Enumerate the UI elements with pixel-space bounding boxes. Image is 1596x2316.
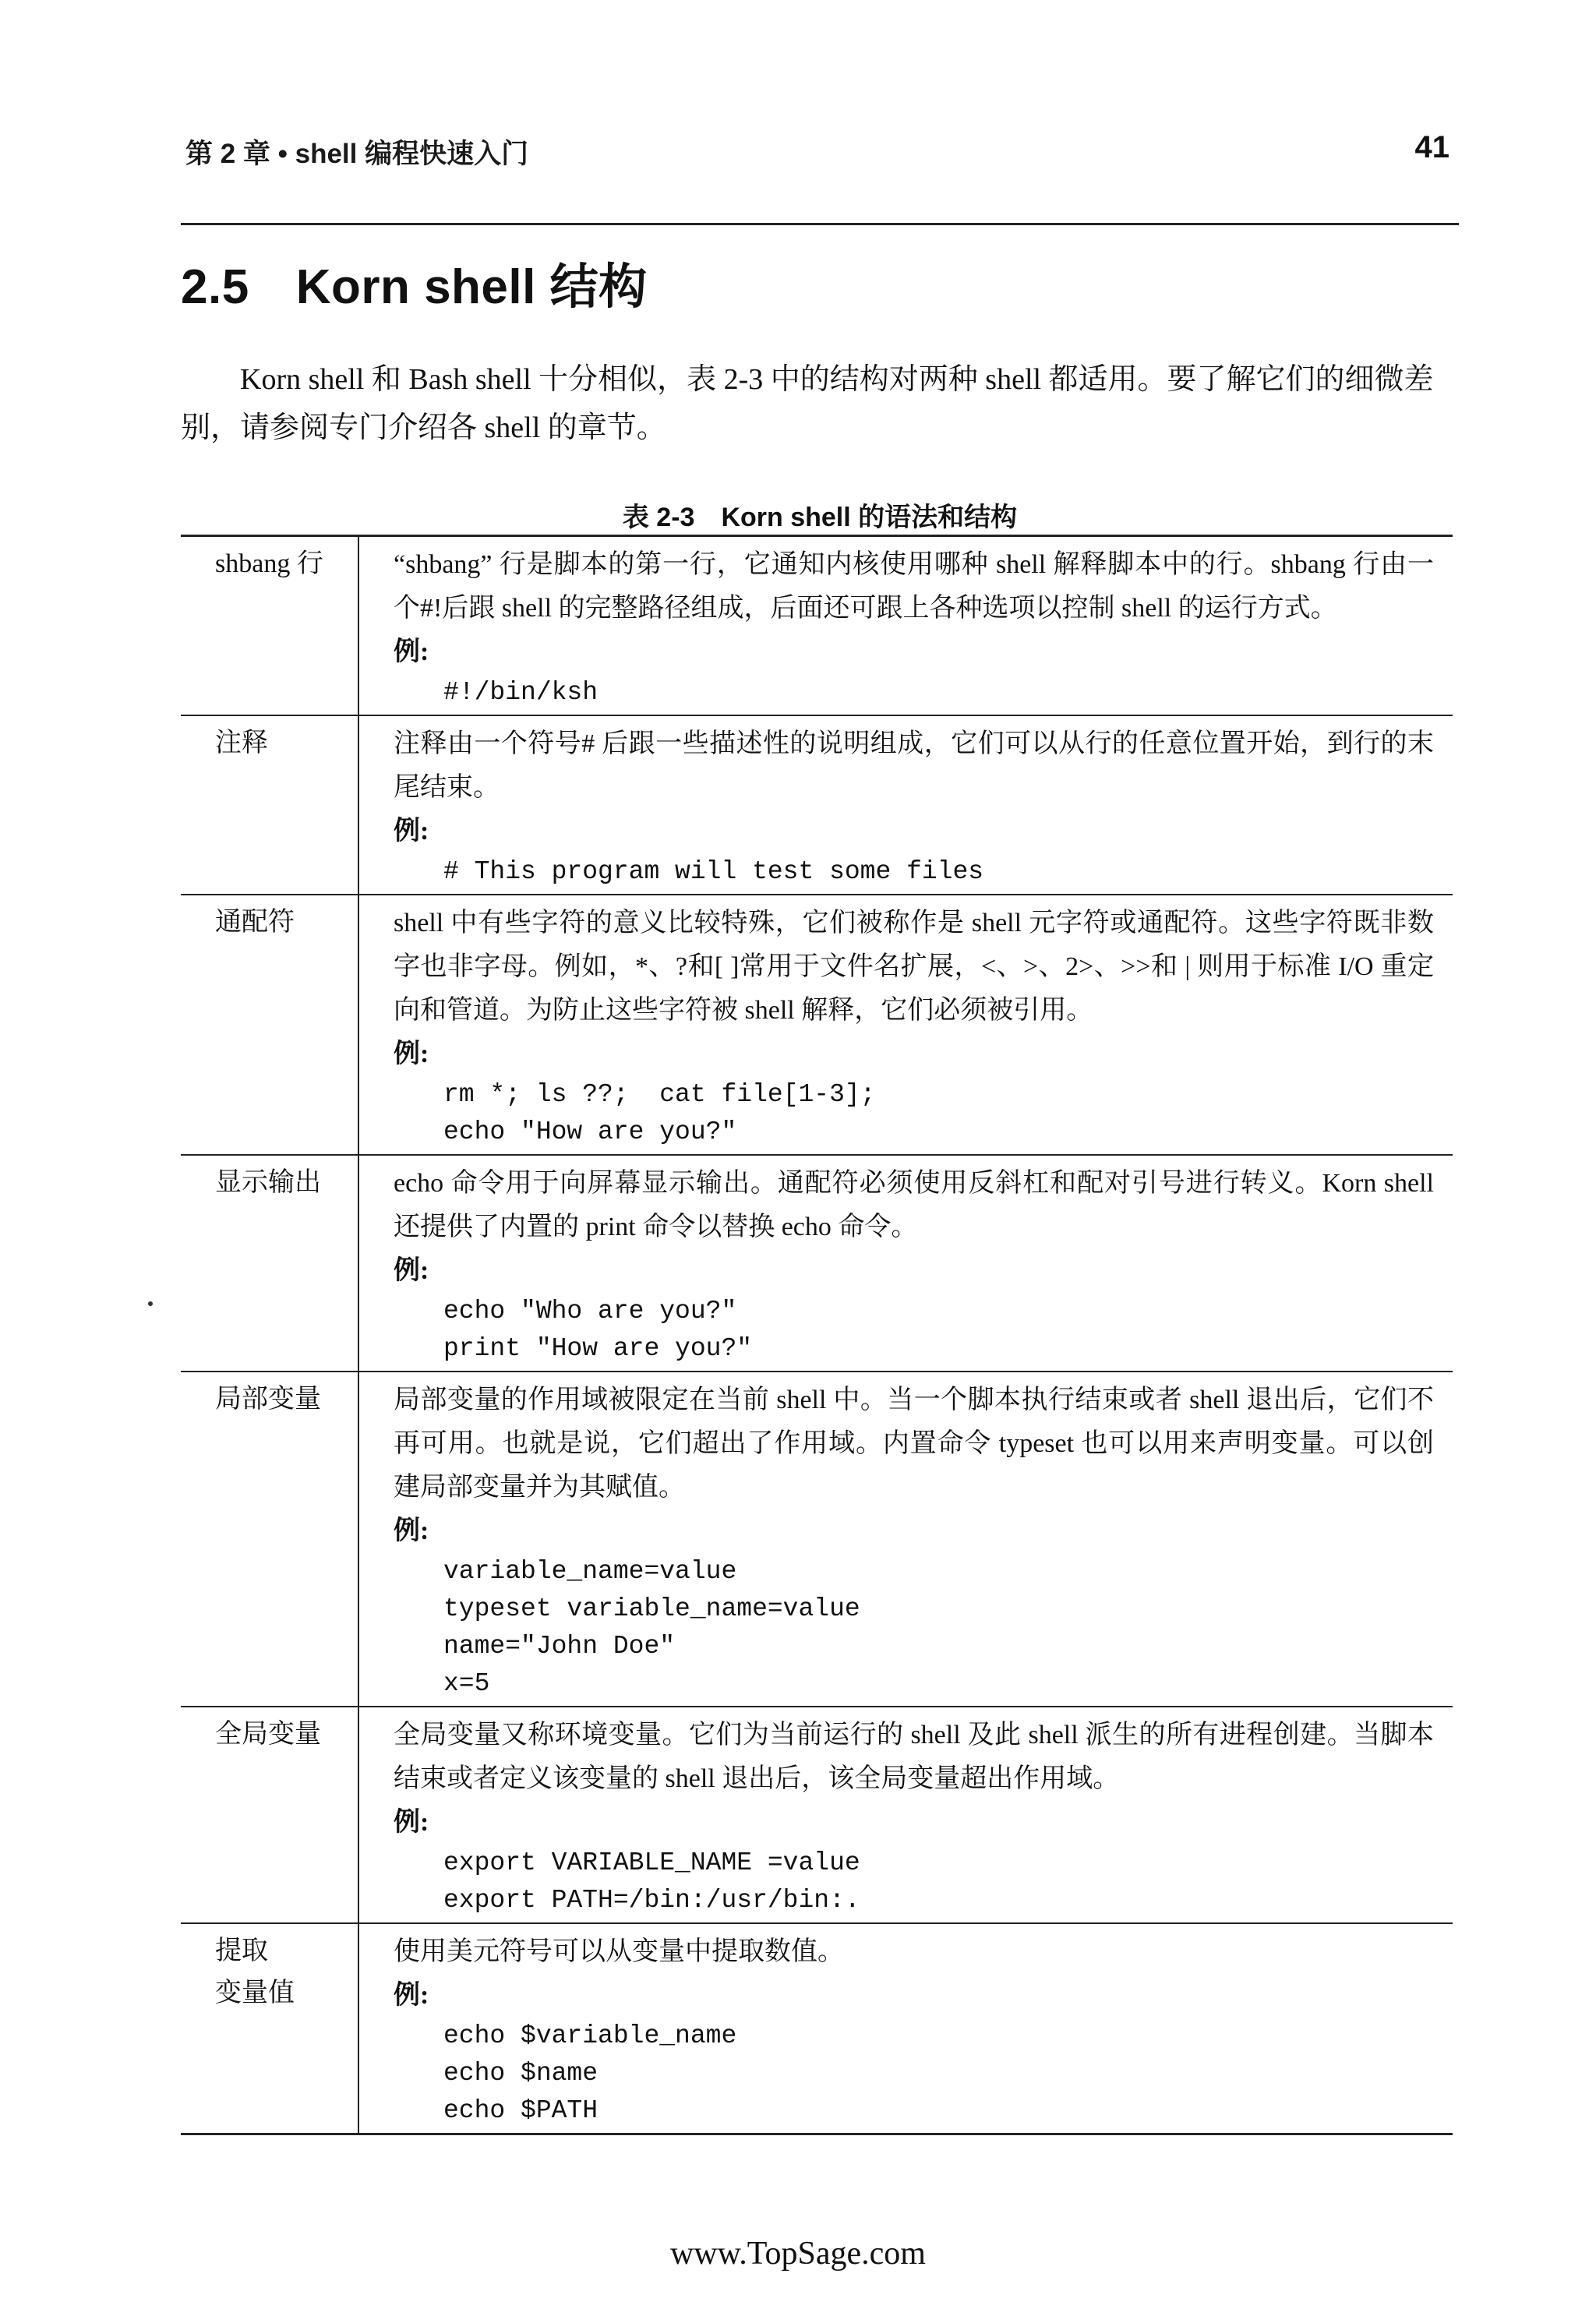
table-row — [181, 1707, 1453, 1923]
row-description-cell — [358, 895, 1453, 1155]
row-term — [181, 1923, 358, 2134]
row-description-cell — [358, 1155, 1453, 1372]
code-line: echo $PATH — [443, 2096, 598, 2125]
footer-url: www.TopSage.com — [670, 2236, 926, 2272]
row-description: 使用美元符号可以从变量中提取数值。 — [394, 1937, 844, 1966]
code-line: echo $name — [443, 2059, 598, 2088]
code-line: variable_name=value — [443, 1557, 737, 1586]
row-description: 注释由一个符号# 后跟一些描述性的说明组成，它们可以从行的任意位置开始，到行的末尾结束。 — [394, 729, 1434, 802]
code-example — [394, 1076, 1434, 1151]
row-description-cell — [358, 715, 1453, 895]
row-term-line: shbang 行 — [215, 549, 323, 578]
code-example — [394, 1293, 1434, 1368]
code-line: #!/bin/ksh — [443, 678, 598, 707]
row-description: “shbang” 行是脚本的第一行，它通知内核使用哪种 shell 解释脚本中的行。shbang 行由一个#!后跟 shell 的完整路径组成，后面还可跟上各种选项以控制 shell 的运行方式。 — [394, 550, 1434, 623]
row-term-line: 局部变量 — [215, 1385, 321, 1414]
code-line: print "How are you?" — [443, 1334, 753, 1363]
example-label: 例: — [394, 817, 429, 846]
code-line: name="John Doe" — [443, 1632, 676, 1661]
code-line: x=5 — [443, 1669, 490, 1698]
example-label: 例: — [394, 1808, 429, 1837]
code-example — [394, 1553, 1434, 1703]
intro-paragraph: Korn shell 和 Bash shell 十分相似，表 2-3 中的结构对两种 shell 都适用。要了解它们的细微差别，请参阅专门介绍各 shell 的章节。 — [181, 363, 1434, 444]
table-row — [181, 895, 1453, 1155]
row-term — [181, 1155, 358, 1372]
code-line: echo "How are you?" — [443, 1117, 737, 1146]
section-title-text: Korn shell 结构 — [295, 260, 648, 314]
row-description: shell 中有些字符的意义比较特殊，它们被称作是 shell 元字符或通配符。这些字符既非数字也非字母。例如，*、?和[ ]常用于文件名扩展，<、>、2>、>>和 | 则用于标准 I/O 重定向和管道。为防止这些字符被 shell 解释，它们必须被引用。 — [394, 909, 1434, 1025]
table-row — [181, 1372, 1453, 1707]
code-example — [394, 674, 1434, 711]
example-label: 例: — [394, 1516, 429, 1545]
section-number: 2.5 — [181, 260, 249, 314]
syntax-table — [181, 535, 1453, 2135]
row-term — [181, 715, 358, 895]
code-line: export VARIABLE_NAME =value — [443, 1848, 860, 1877]
stray-dot — [148, 1301, 153, 1306]
row-term-line: 通配符 — [215, 908, 295, 937]
running-head: 第 2 章 • shell 编程快速入门 — [185, 139, 529, 169]
row-description-cell — [358, 536, 1453, 716]
code-example — [394, 1845, 1434, 1919]
code-example — [394, 2018, 1434, 2130]
table-row — [181, 1923, 1453, 2134]
row-term — [181, 1707, 358, 1923]
example-label: 例: — [394, 1040, 429, 1068]
row-term-line: 全局变量 — [215, 1720, 321, 1749]
code-example — [394, 853, 1434, 891]
code-line: # This program will test some files — [443, 857, 984, 886]
table-caption: 表 2-3 Korn shell 的语法和结构 — [622, 503, 1018, 532]
row-term-line: 注释 — [215, 729, 268, 757]
row-term-line: 变量值 — [215, 1979, 295, 2007]
row-term — [181, 895, 358, 1155]
page-number: 41 — [1414, 130, 1449, 164]
code-line: rm *; ls ??; cat file[1-3]; — [443, 1080, 876, 1109]
syntax-table-body — [181, 536, 1453, 2134]
header-rule — [181, 223, 1459, 225]
table-row — [181, 1155, 1453, 1372]
example-label: 例: — [394, 637, 429, 666]
code-line: typeset variable_name=value — [443, 1594, 860, 1623]
row-term — [181, 1372, 358, 1707]
code-line: echo $variable_name — [443, 2021, 737, 2050]
row-description: 局部变量的作用域被限定在当前 shell 中。当一个脚本执行结束或者 shell 退出后，它们不再可用。也就是说，它们超出了作用域。内置命令 typeset 也可以用来声明变量。可以创建局部变量并为其赋值。 — [394, 1386, 1434, 1502]
table-row — [181, 715, 1453, 895]
row-description-cell — [358, 1923, 1453, 2134]
code-line: echo "Who are you?" — [443, 1297, 737, 1326]
row-term-line: 显示输出 — [215, 1168, 321, 1197]
table-row — [181, 536, 1453, 716]
section-title — [181, 248, 648, 317]
row-description-cell — [358, 1372, 1453, 1707]
row-description-cell — [358, 1707, 1453, 1923]
row-description: 全局变量又称环境变量。它们为当前运行的 shell 及此 shell 派生的所有进程创建。当脚本结束或者定义该变量的 shell 退出后，该全局变量超出作用域。 — [394, 1721, 1434, 1793]
row-term — [181, 536, 358, 716]
row-term-line: 提取 — [215, 1936, 268, 1965]
example-label: 例: — [394, 1256, 429, 1285]
example-label: 例: — [394, 1981, 429, 2010]
row-description: echo 命令用于向屏幕显示输出。通配符必须使用反斜杠和配对引号进行转义。Korn shell 还提供了内置的 print 命令以替换 echo 命令。 — [394, 1169, 1434, 1241]
code-line: export PATH=/bin:/usr/bin:. — [443, 1886, 860, 1915]
